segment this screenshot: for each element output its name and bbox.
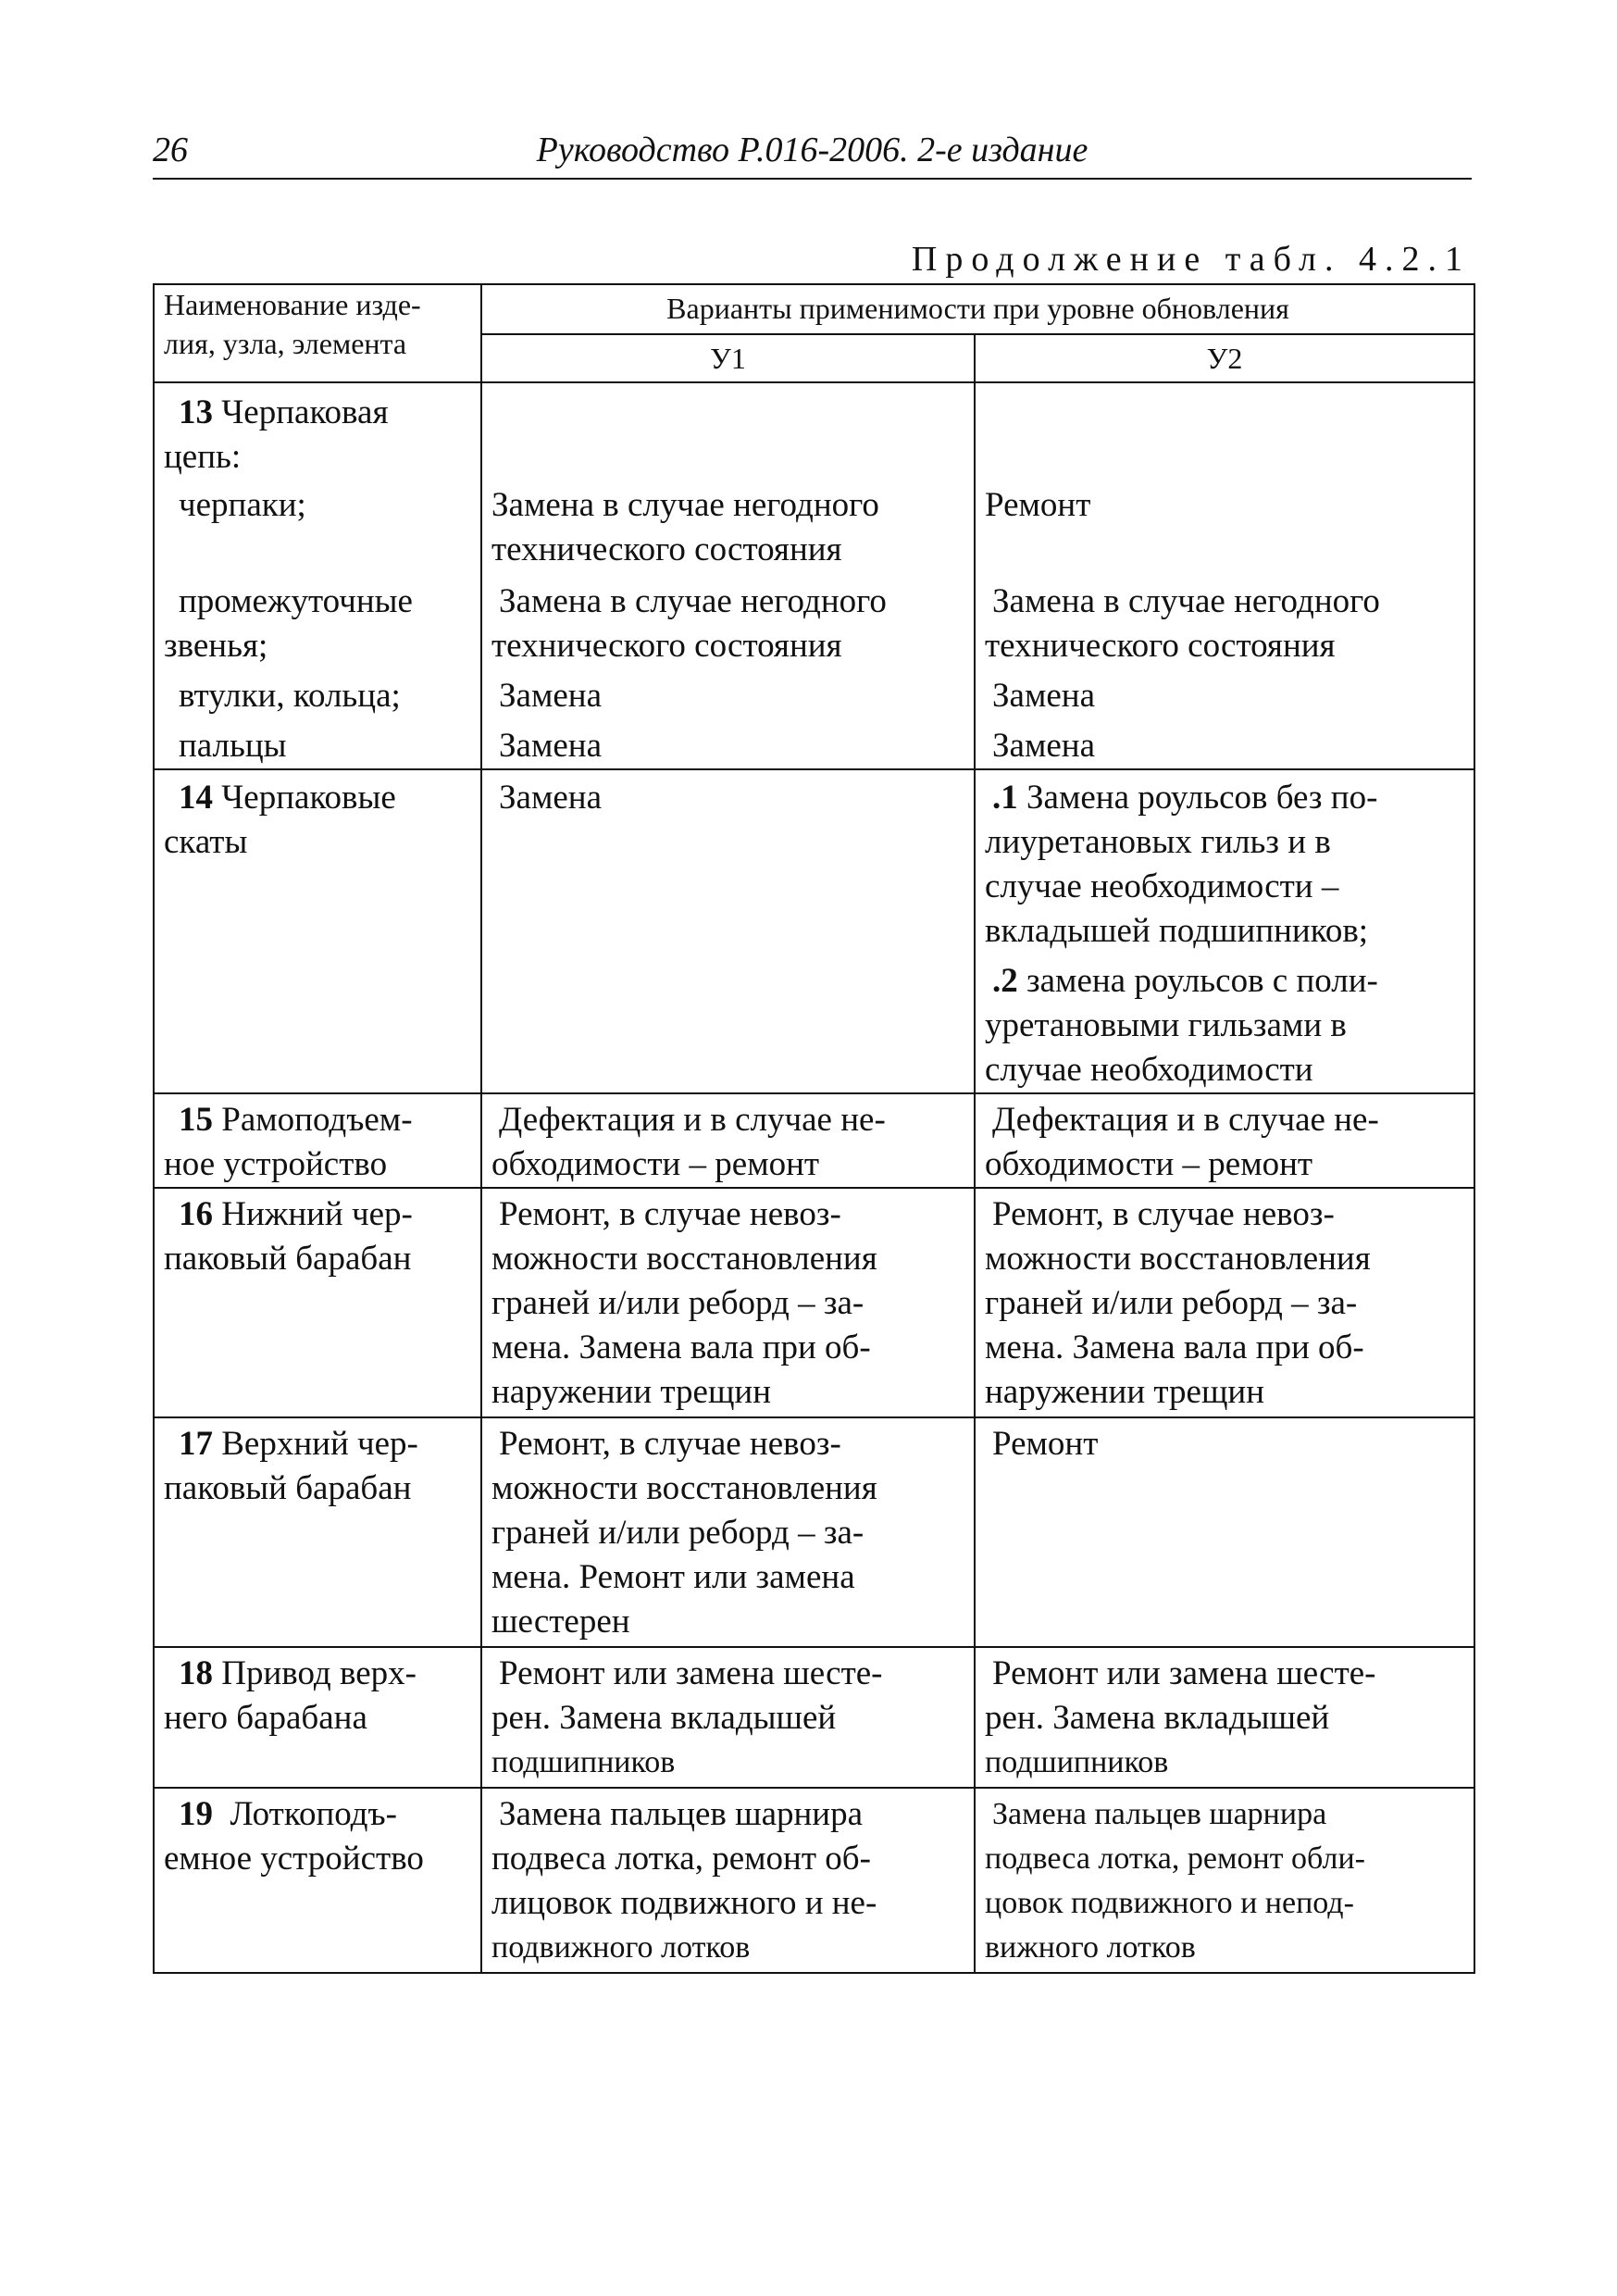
row-16-u1: Ремонт, в случае невоз- можности восстановления граней и/или реборд – за- мена. Замена вала при об- наружении трещин: [481, 1188, 975, 1417]
row-17-u1: Ремонт, в случае невоз- можности восстановления граней и/или реборд – за- мена. Ремонт или замена шестерен: [481, 1417, 975, 1647]
row-16-u2: Ремонт, в случае невоз- можности восстановления граней и/или реборд – за- мена. Замена вала при об- наружении трещин: [975, 1188, 1474, 1417]
header-u2: У2: [975, 334, 1474, 382]
table-row: [154, 1093, 1474, 1188]
table-row: [154, 1647, 1474, 1788]
row-17-name: 17 Верхний чер- паковый барабан: [154, 1417, 481, 1647]
row-15-u1: Дефектация и в случае не- обходимости – ремонт: [481, 1093, 975, 1188]
table-row: [154, 1788, 1474, 1973]
page-number: 26: [153, 131, 188, 169]
row-14-u2: .1 Замена роульсов без по- лиуретановых гильз и в случае необходимости – вкладышей подшипников; .2 замена роульсов с поли- уретановыми гильзами в случае необходимости: [975, 769, 1474, 1093]
row-17-u2: Ремонт: [975, 1417, 1474, 1647]
row-15-u2: Дефектация и в случае не- обходимости – ремонт: [975, 1093, 1474, 1188]
page-header: [153, 130, 1472, 180]
header-item-name: Наименование изде- лия, узла, элемента: [154, 284, 481, 382]
row-19-u1: Замена пальцев шарнира подвеса лотка, ремонт об- лицовок подвижного и не- подвижного лотков: [481, 1788, 975, 1973]
running-title: Руководство Р.016-2006. 2-е издание: [536, 131, 1088, 169]
table-row: [154, 769, 1474, 1093]
row-18-u1: Ремонт или замена шесте- рен. Замена вкладышей подшипников: [481, 1647, 975, 1788]
row-13-name: 13 Черпаковая цепь: черпаки; промежуточные звенья; втулки, кольца; пальцы: [154, 382, 481, 769]
row-13-u1: Замена в случае негодного технического состояния Замена в случае негодного технического состояния Замена Замена: [481, 382, 975, 769]
row-16-name: 16 Нижний чер- паковый барабан: [154, 1188, 481, 1417]
row-19-u2: Замена пальцев шарнира подвеса лотка, ремонт обли- цовок подвижного и непод- вижного лотков: [975, 1788, 1474, 1973]
table-row: [154, 1417, 1474, 1647]
row-14-u1: Замена: [481, 769, 975, 1093]
table-row: [154, 382, 1474, 769]
row-15-name: 15 Рамоподъем- ное устройство: [154, 1093, 481, 1188]
row-18-u2: Ремонт или замена шесте- рен. Замена вкладышей подшипников: [975, 1647, 1474, 1788]
row-13-u2: Ремонт Замена в случае негодного технического состояния Замена Замена: [975, 382, 1474, 769]
header-variants: Варианты применимости при уровне обновления: [481, 284, 1474, 334]
applicability-table: [153, 283, 1475, 1974]
row-14-name: 14 Черпаковые скаты: [154, 769, 481, 1093]
row-18-name: 18 Привод верх- него барабана: [154, 1647, 481, 1788]
header-u1: У1: [481, 334, 975, 382]
table-row: [154, 1188, 1474, 1417]
row-19-name: 19 Лоткоподъ- емное устройство: [154, 1788, 481, 1973]
table-caption: Продолжение табл. 4.2.1: [911, 240, 1471, 279]
